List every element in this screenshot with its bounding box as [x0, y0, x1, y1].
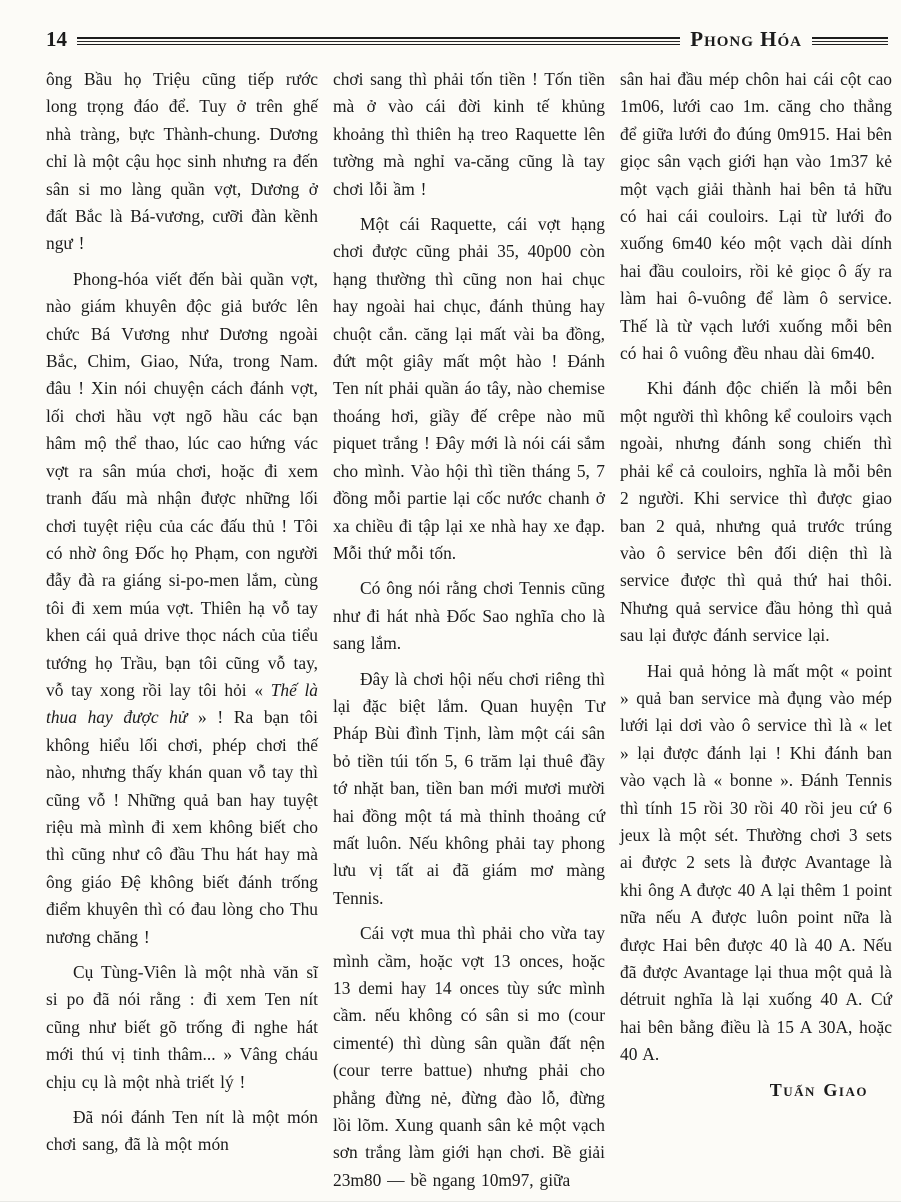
paragraph: [46, 66, 318, 258]
paragraph-text: » ! Ra bạn tôi không hiểu lối chơi, phép chơi thế nào, nhưng thấy khán quan vỗ tay thì cũng vỗ ! Những quả ban hay tuyệt riệu mà mình đi xem không biết cho thì cũng như cô đầu Thu hát hay mà ông giáo Đệ không biết đánh trống điểm khuyên thì có đau lòng cho Thu nương chăng !: [46, 707, 318, 947]
header-rule-right: [812, 37, 888, 45]
paragraph-text: chơi sang thì phải tốn tiền ! Tốn tiền mà ở vào cái đời kinh tế khủng khoảng thì thiên hạ treo Raquette lên tường mà nghỉ va-căng cũng là tay chơi lỗi ầm !: [333, 69, 605, 199]
paragraph-text: ông Bầu họ Triệu cũng tiếp rước long trọng đáo để. Tuy ở trên ghế nhà tràng, bực Thành-chung. Dương chỉ là một cậu học sinh nhưng ra đến sân si mo làng quần vợt, Dương ở đất Bắc là Bá-vương, cưỡi đàn kềnh ngư !: [46, 69, 318, 254]
paragraph: [333, 575, 605, 657]
paragraph-text: Thế là thua hay được hử: [46, 679, 318, 728]
article-body: [46, 66, 892, 1202]
paragraph-text: Hai quả hỏng là mất một « point » quả ban service mà đụng vào mép lưới lại dơi vào ô service thì là « let » lại được đánh lại ! Khi đánh ban vào vạch là « bonne ». Đánh Tennis thì tính 15 rồi 30 rồi 40 rồi jeu cứ 6 jeux là một sét. Thường chơi 3 sets ai được 2 sets là được Avantage là khi ông A được 40 A lại thêm 1 point nữa nếu A được luôn point nữa là được Hai bên được 40 là 40 A. Nếu đã được Avantage lại thua một quả là détruit nghĩa là lại xuống 40 A. Cứ hai bên bằng điều là 15 A 30A, hoặc 40 A.: [620, 660, 892, 1065]
paragraph: [333, 920, 605, 1194]
paragraph: [620, 658, 892, 1069]
paragraph: [333, 211, 605, 567]
text-column-2: [333, 66, 605, 1202]
paragraph: [46, 959, 318, 1096]
paragraph-text: Khi đánh độc chiến là mỗi bên một người thì không kể couloirs vạch ngoài, nhưng đánh song chiến thì phải kể cả couloirs, nghĩa là mỗi bên 2 người. Khi service thì được giao ban 2 quả, nhưng quả trước trúng vào ô service bên đối diện thì là service được thì quả thứ hai thôi. Nhưng quả service đầu hỏng thì quả sau lại được đánh service lại.: [620, 378, 892, 646]
paragraph-text: Tuấn Giao: [769, 1079, 868, 1100]
paragraph-text: Đã nói đánh Ten nít là một món chơi sang, đã là một món: [46, 1107, 318, 1155]
paragraph: [620, 375, 892, 649]
paragraph-text: Cụ Tùng-Viên là một nhà văn sĩ si po đã nói rằng : đi xem Ten nít cũng như biết gõ trống đi nghe hát mới thú vị tinh thâm... » Vâng cháu chịu cụ là một nhà triết lý !: [46, 962, 318, 1092]
page-header: [46, 26, 888, 56]
paragraph: [46, 1104, 318, 1159]
text-column-3: [620, 66, 892, 1112]
header-rule-left: [77, 37, 680, 45]
paragraph: [333, 666, 605, 913]
author-signature: [620, 1077, 892, 1104]
paragraph-text: Một cái Raquette, cái vợt hạng chơi được cũng phải 35, 40p00 còn hạng thường thì cũng non hai chục hay ngoài hai chục, đánh thủng hay chuột cắn. căng lại mất vài ba đồng, đứt một giây mất một hào ! Đánh Ten nít phải quần áo tây, nào chemise thoáng hơi, giầy đế crêpe nào mũ piquet trắng ! Đây mới là nói cái sắm cho mình. Vào hội thì tiền tháng 5, 7 đồng mỗi partie lại cốc nước chanh ở xa chiều đi tập lại xe nhà hay xe đạp. Mỗi thứ mỗi tốn.: [333, 214, 605, 563]
paragraph-text: Có ông nói rằng chơi Tennis cũng như đi hát nhà Đốc Sao nghĩa cho là sang lắm.: [333, 578, 605, 654]
paragraph: [333, 66, 605, 203]
masthead-title: Phong Hóa: [690, 26, 802, 51]
paragraph-text: Đây là chơi hội nếu chơi riêng thì lại đặc biệt lắm. Quan huyện Tư Pháp Bùi đình Tịnh, làm một cái sân bỏ tiền túi tốn 5, 6 trăm lại thuê đầy tớ nhặt ban, tiền ban mới mươi mười hai đồng một tá mà thỉnh thoảng cứ mất luôn. Nếu không phải tay phong lưu vị tất ai đã giám mơ màng Tennis.: [333, 668, 605, 908]
paragraph-text: Cái vợt mua thì phải cho vừa tay mình cầm, hoặc vợt 13 onces, hoặc 13 demi hay 14 onces tùy sức mình cầm. nếu không có sân si mo (cour cimenté) thì dùng sân quần đất nện (cour terre battue) nhưng phải cho phẳng đừng nẻ, đừng đào lỗ, đừng lồi lõm. Xung quanh sân kẻ một vạch sơn trắng làm giới hạn chơi. Bề giải 23m80 — bề ngang 10m97, giữa: [333, 923, 605, 1190]
paragraph-text: sân hai đầu mép chôn hai cái cột cao 1m06, lưới cao 1m. căng cho thẳng để giữa lưới đo đúng 0m915. Hai bên giọc sân vạch giới hạn vào 1m37 kẻ một vạch giải thành hai bên tả hữu có hai cái couloirs. Lại từ lưới đo xuống 6m40 kéo một vạch dài dính hai đầu couloirs, rồi kẻ giọc ô ấy ra làm hai ô-vuông để làm ô service. Thế là từ vạch lưới xuống mỗi bên có hai ô vuông đều nhau dài 6m40.: [620, 69, 892, 364]
paragraph: [46, 266, 318, 951]
text-column-1: [46, 66, 318, 1167]
paragraph: [620, 66, 892, 367]
paragraph-text: Phong-hóa viết đến bài quần vợt, nào giám khuyên độc giả bước lên chức Bá Vương như Dương ngoài Bắc, Chim, Giao, Nứa, trong Nam. đâu ! Xin nói chuyện cách đánh vợt, lối chơi hầu vợt ngõ hầu các bạn hâm mộ thể thao, lúc cao hứng vác vợt ra sân múa chơi, hoặc đi xem tranh đấu mà nhận được những lối chơi tuyệt riệu của các đấu thủ ! Tôi có nhờ ông Đốc họ Phạm, con người đẫy đà ra giáng si-po-men lắm, cùng tôi đi xem múa vợt. Thiên hạ vỗ tay khen cái quả drive thọc nách của tiểu tướng họ Trầu, bạn tôi cũng vỗ tay, vỗ tay xong rồi lay tôi hỏi «: [46, 268, 318, 700]
page-number: 14: [46, 26, 67, 51]
